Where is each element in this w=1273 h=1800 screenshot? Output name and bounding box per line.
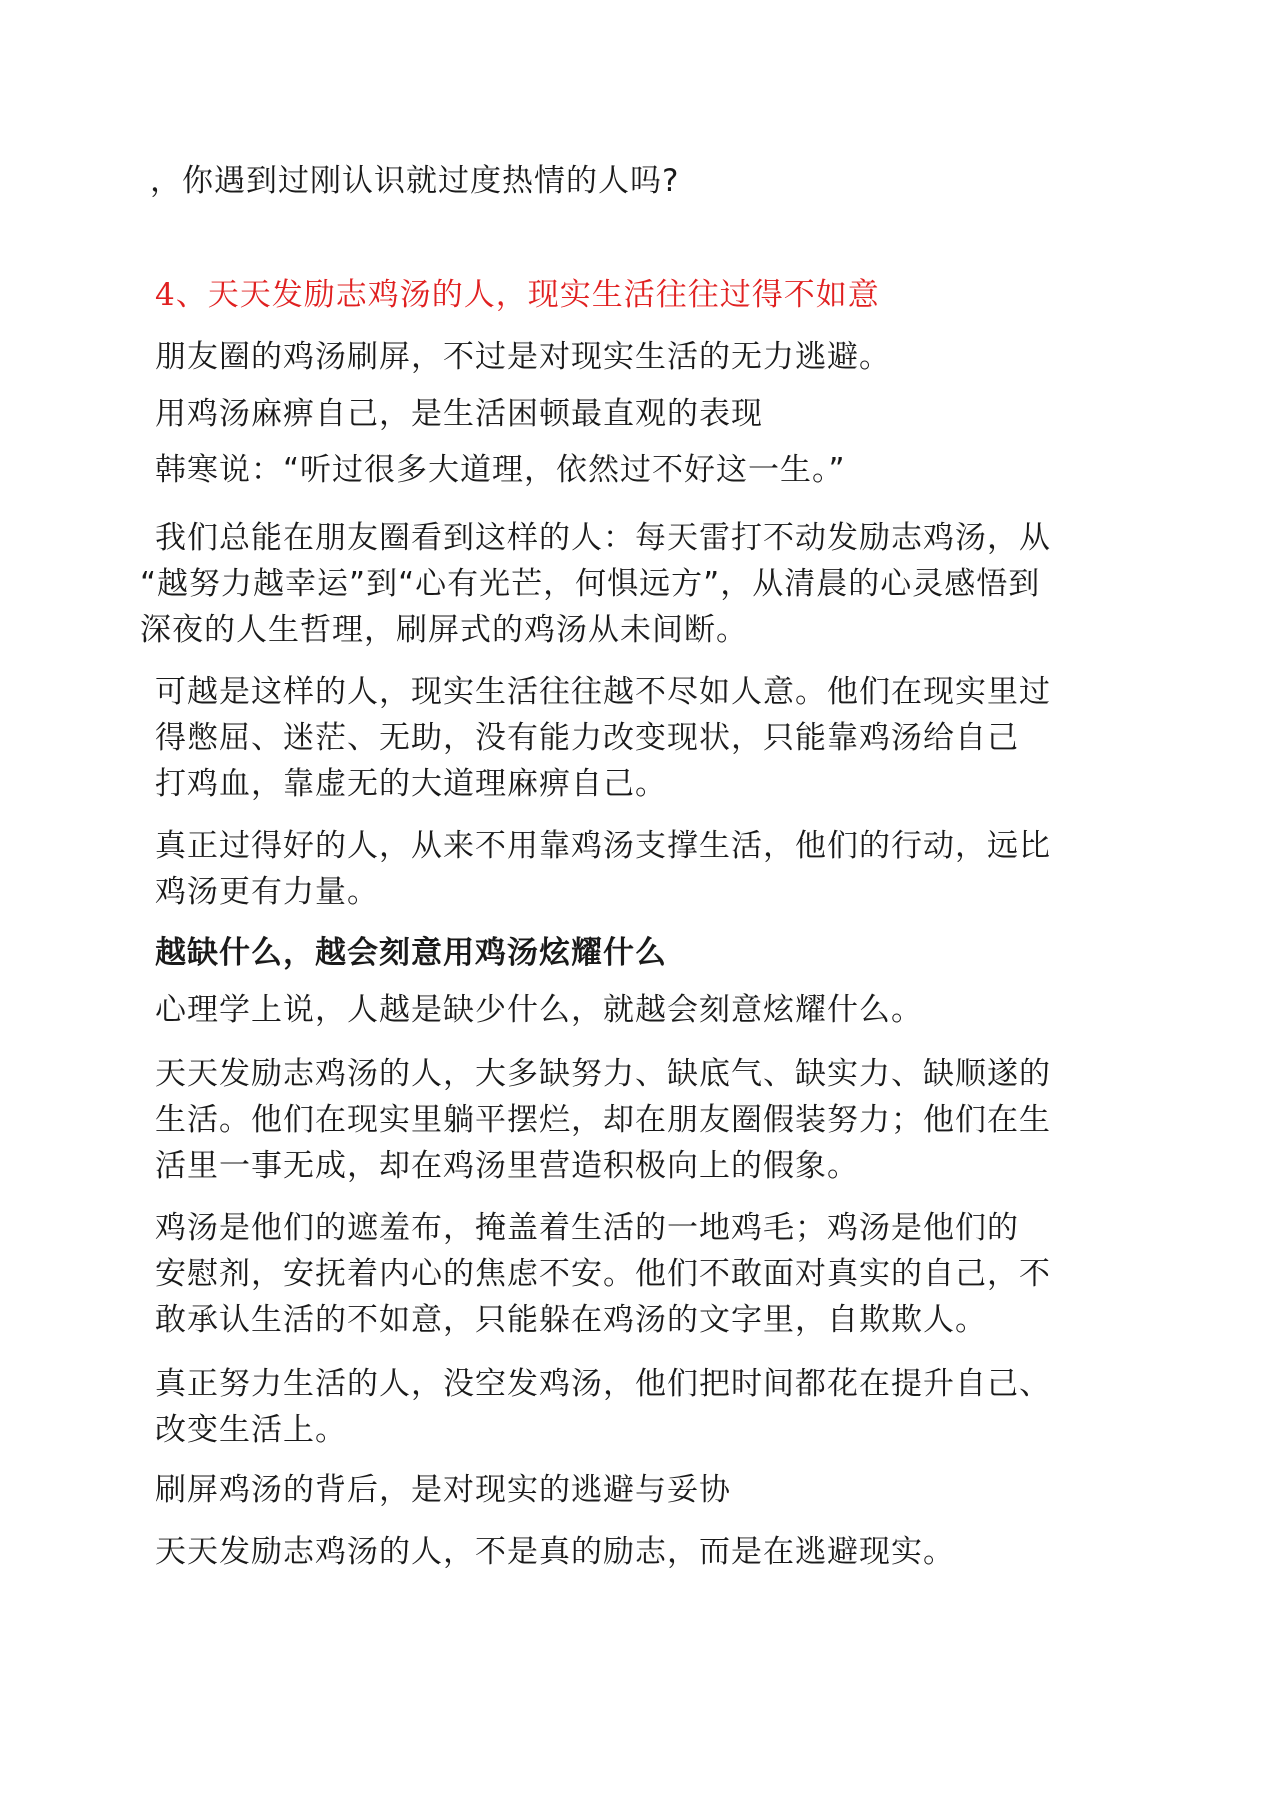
text-line: 用鸡汤麻痹自己，是生活困顿最直观的表现 (155, 396, 763, 432)
paragraph-line: 可越是这样的人，现实生活往往越不尽如人意。他们在现实里过 (155, 674, 1051, 710)
text-line: 心理学上说，人越是缺少什么，就越会刻意炫耀什么。 (155, 992, 923, 1028)
subheading-plain: 刷屏鸡汤的背后，是对现实的逃避与妥协 (155, 1472, 731, 1508)
paragraph-line: 得憋屈、迷茫、无助，没有能力改变现状，只能靠鸡汤给自己 (155, 720, 1019, 756)
paragraph-line: 生活。他们在现实里躺平摆烂，却在朋友圈假装努力；他们在生 (155, 1102, 1051, 1138)
paragraph-line: 我们总能在朋友圈看到这样的人：每天雷打不动发励志鸡汤，从 (155, 520, 1051, 556)
subheading: 越缺什么，越会刻意用鸡汤炫耀什么 (155, 935, 667, 971)
paragraph-line: “越努力越幸运”到“心有光芒，何惧远方”，从清晨的心灵感悟到 (140, 566, 1041, 602)
paragraph-line: 改变生活上。 (155, 1412, 347, 1448)
paragraph-line: 真正努力生活的人，没空发鸡汤，他们把时间都花在提升自己、 (155, 1366, 1051, 1402)
paragraph-line: 真正过得好的人，从来不用靠鸡汤支撑生活，他们的行动，远比 (155, 828, 1051, 864)
text-line: 朋友圈的鸡汤刷屏，不过是对现实生活的无力逃避。 (155, 339, 891, 375)
text-line: 天天发励志鸡汤的人，不是真的励志，而是在逃避现实。 (155, 1534, 955, 1570)
paragraph-line: 活里一事无成，却在鸡汤里营造积极向上的假象。 (155, 1148, 859, 1184)
paragraph-line: 打鸡血，靠虚无的大道理麻痹自己。 (155, 766, 667, 802)
paragraph-line: 敢承认生活的不如意，只能躲在鸡汤的文字里，自欺欺人。 (155, 1302, 987, 1338)
paragraph-line: 鸡汤更有力量。 (155, 874, 379, 910)
paragraph-line: 安慰剂，安抚着内心的焦虑不安。他们不敢面对真实的自己，不 (155, 1256, 1051, 1292)
text-line-quote: 韩寒说：“听过很多大道理，依然过不好这一生。” (155, 452, 846, 488)
section-heading-4: 4、天天发励志鸡汤的人，现实生活往往过得不如意 (155, 277, 880, 313)
text-line-intro-question: ，你遇到过刚认识就过度热情的人吗? (150, 163, 680, 199)
paragraph-line: 鸡汤是他们的遮羞布，掩盖着生活的一地鸡毛；鸡汤是他们的 (155, 1210, 1019, 1246)
paragraph-line: 深夜的人生哲理，刷屏式的鸡汤从未间断。 (140, 612, 748, 648)
paragraph-line: 天天发励志鸡汤的人，大多缺努力、缺底气、缺实力、缺顺遂的 (155, 1056, 1051, 1092)
